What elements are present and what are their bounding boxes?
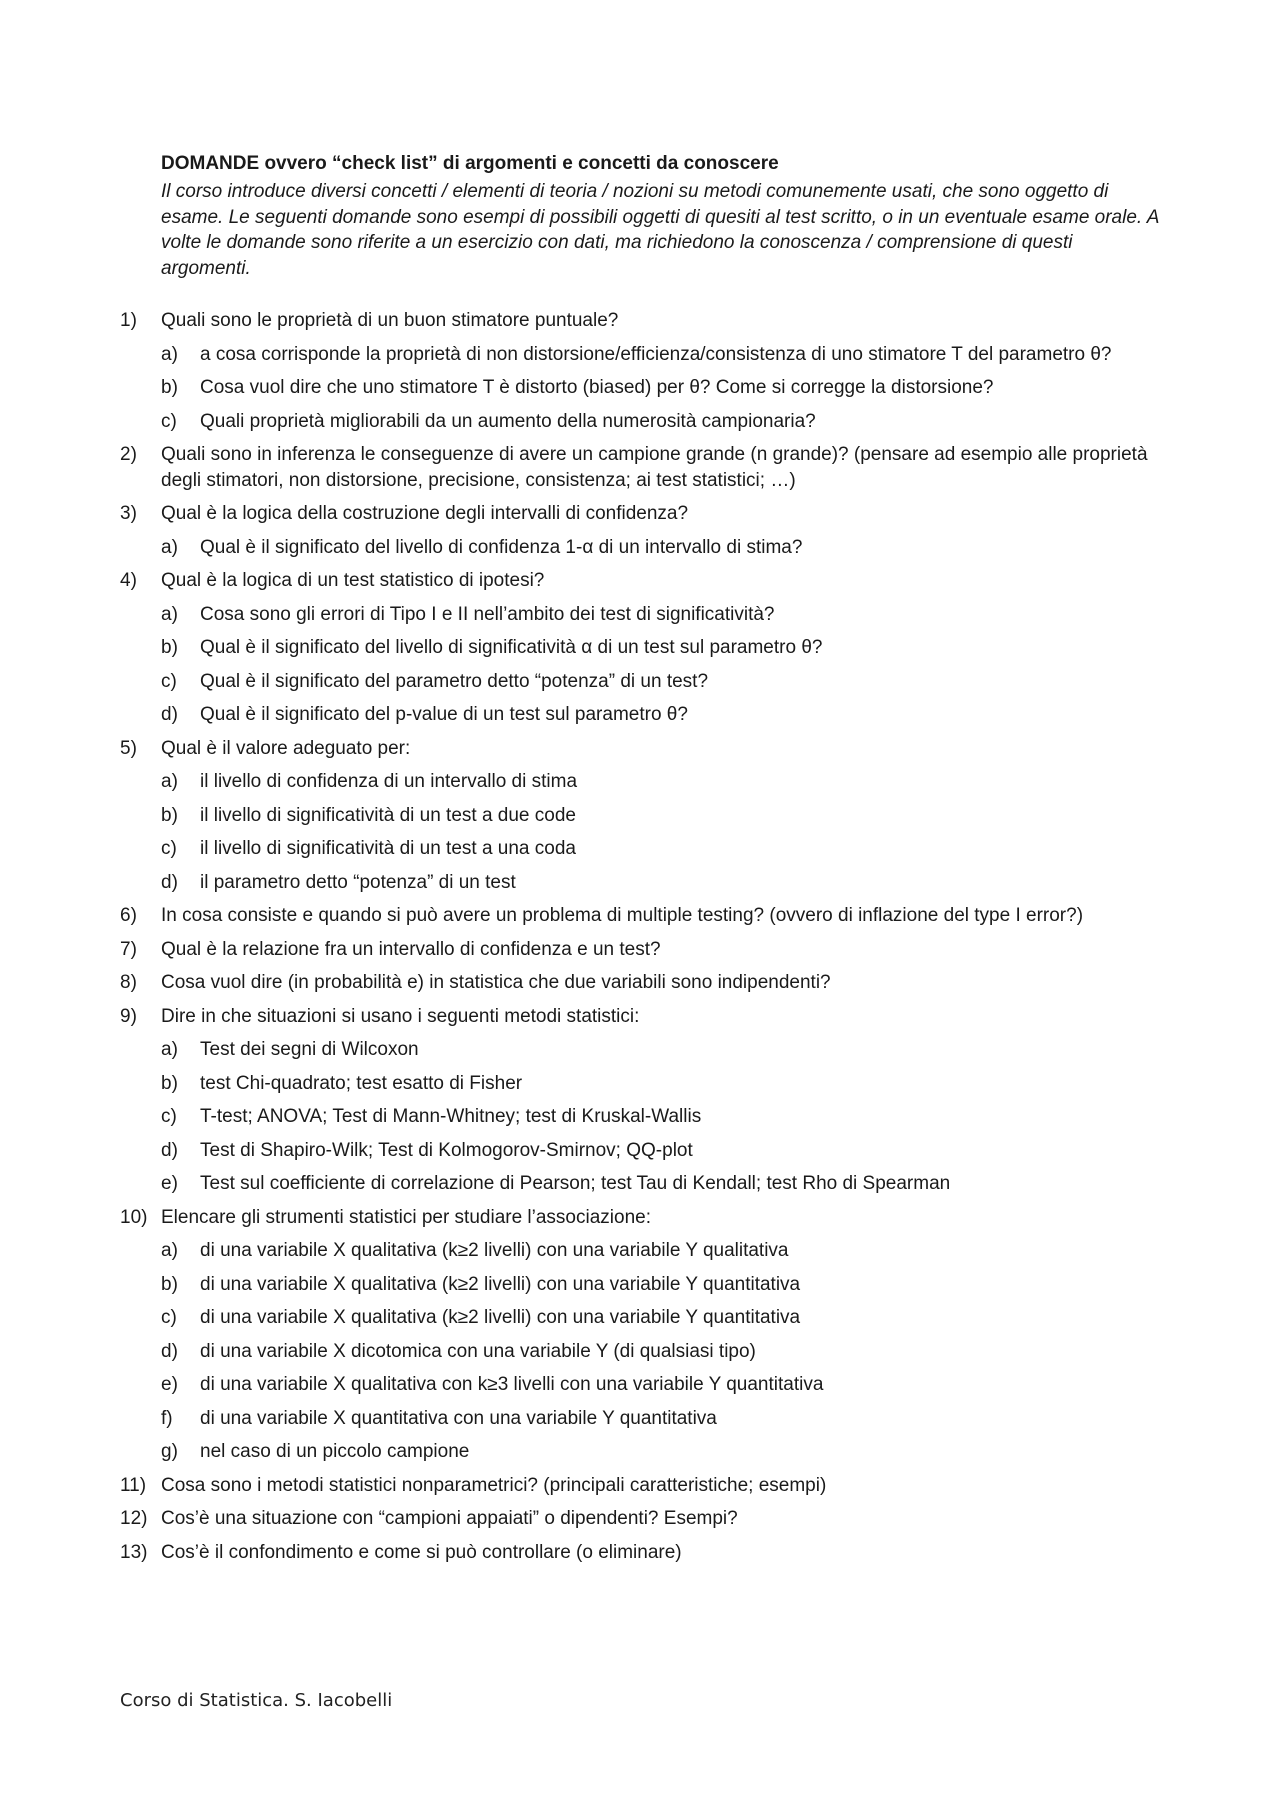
subquestion-letter: a) [161, 603, 178, 625]
subquestion-item [161, 1138, 1170, 1164]
question-text: In cosa consiste e quando si può avere un problema di multiple testing? (ovvero di inflazione del type I error?) [161, 905, 1084, 926]
subquestion-item [161, 635, 1170, 661]
question-item [120, 1540, 1170, 1566]
subquestion-item [161, 803, 1170, 829]
subquestion-item [161, 769, 1170, 795]
question-number: 12) [120, 1508, 148, 1529]
subquestion-letter: e) [161, 1173, 178, 1194]
question-item [120, 970, 1170, 996]
subquestion-text: a cosa corrisponde la proprietà di non distorsione/efficienza/consistenza di uno stimatore T del parametro θ? [200, 343, 1112, 365]
document-title: DOMANDE ovvero “check list” di argomenti e concetti da conoscere [161, 153, 779, 174]
question-number: 13) [120, 1541, 148, 1563]
subquestion-text: il livello di significatività di un test a una coda [200, 838, 576, 859]
question-list [120, 308, 1170, 1565]
question-number: 11) [120, 1474, 147, 1496]
subquestion-letter: c) [161, 410, 177, 432]
subquestion-item [161, 602, 1170, 628]
subquestion-text: il parametro detto “potenza” di un test [200, 871, 516, 893]
subquestion-text: Quali proprietà migliorabili da un aumento della numerosità campionaria? [200, 410, 816, 432]
question-number: 4) [120, 570, 137, 591]
subquestion-item [161, 375, 1170, 401]
subquestion-text: di una variabile X dicotomica con una variabile Y (di qualsiasi tipo) [200, 1340, 756, 1362]
subquestion-letter: d) [161, 1139, 178, 1161]
question-text: Quali sono in inferenza le conseguenze di avere un campione grande (n grande)? (pensare ad esempio alle proprietà degli stimatori, non distorsione, precisione, consistenza; ai test statistici; …) [161, 444, 1148, 491]
question-text: Qual è la logica di un test statistico di ipotesi? [161, 570, 545, 591]
question-number: 3) [120, 503, 137, 524]
subquestion-item [161, 535, 1170, 561]
subquestion-list [161, 535, 1170, 561]
question-text: Quali sono le proprietà di un buon stimatore puntuale? [161, 310, 619, 331]
question-number: 6) [120, 905, 137, 926]
subquestion-item [161, 1238, 1170, 1264]
subquestion-text: Test dei segni di Wilcoxon [200, 1039, 419, 1060]
question-item [120, 501, 1170, 560]
question-item [120, 1205, 1170, 1465]
subquestion-list [161, 1238, 1170, 1465]
question-text: Qual è il valore adeguato per: [161, 737, 411, 759]
subquestion-letter: d) [161, 1340, 178, 1362]
question-number: 1) [120, 310, 137, 331]
subquestion-letter: g) [161, 1441, 178, 1462]
subquestion-item [161, 1071, 1170, 1097]
question-item [120, 442, 1170, 493]
subquestion-letter: a) [161, 1240, 178, 1261]
subquestion-letter: b) [161, 637, 178, 658]
question-text: Dire in che situazioni si usano i seguenti metodi statistici: [161, 1005, 640, 1027]
subquestion-text: Qual è il significato del livello di confidenza 1-α di un intervallo di stima? [200, 536, 803, 558]
subquestion-text: test Chi-quadrato; test esatto di Fisher [200, 1072, 523, 1094]
subquestion-item [161, 669, 1170, 695]
subquestion-text: il livello di confidenza di un intervallo di stima [200, 771, 578, 792]
question-number: 7) [120, 938, 137, 960]
subquestion-letter: c) [161, 1307, 177, 1328]
subquestion-list [161, 769, 1170, 895]
document-intro: Il corso introduce diversi concetti / elementi di teoria / nozioni su metodi comunemente usati, che sono oggetto di esame. Le seguenti domande sono esempi di possibili oggetti di quesiti al test scritto, o in un eventuale esame orale. A volte le domande sono riferite a un esercizio con dati, ma richiedono la conoscenza / comprensione di questi argomenti. [161, 181, 1159, 279]
subquestion-text: Qual è il significato del livello di significatività α di un test sul parametro θ? [200, 637, 823, 658]
subquestion-item [161, 836, 1170, 862]
subquestion-list [161, 1037, 1170, 1197]
subquestion-text: di una variabile X quantitativa con una variabile Y quantitativa [200, 1407, 717, 1429]
subquestion-item [161, 1171, 1170, 1197]
subquestion-letter: e) [161, 1374, 178, 1395]
subquestion-text: nel caso di un piccolo campione [200, 1441, 470, 1462]
question-number: 9) [120, 1005, 137, 1027]
subquestion-letter: b) [161, 804, 178, 826]
subquestion-text: Test sul coefficiente di correlazione di Pearson; test Tau di Kendall; test Rho di Spearman [200, 1173, 951, 1194]
question-text: Elencare gli strumenti statistici per studiare l’associazione: [161, 1206, 651, 1228]
question-text: Qual è la logica della costruzione degli intervalli di confidenza? [161, 503, 689, 524]
subquestion-text: Cosa sono gli errori di Tipo I e II nell’ambito dei test di significatività? [200, 603, 775, 625]
subquestion-list [161, 342, 1170, 435]
subquestion-letter: a) [161, 1039, 178, 1060]
subquestion-letter: f) [161, 1407, 173, 1429]
subquestion-text: di una variabile X qualitativa (k≥2 livelli) con una variabile Y qualitativa [200, 1240, 789, 1261]
question-item [120, 568, 1170, 728]
subquestion-item [161, 1406, 1170, 1432]
subquestion-letter: a) [161, 343, 178, 365]
subquestion-item [161, 342, 1170, 368]
subquestion-letter: a) [161, 771, 178, 792]
subquestion-text: Test di Shapiro-Wilk; Test di Kolmogorov-Smirnov; QQ-plot [200, 1139, 693, 1161]
question-item [120, 1004, 1170, 1197]
subquestion-letter: c) [161, 670, 177, 692]
question-item [120, 308, 1170, 434]
subquestion-item [161, 1104, 1170, 1130]
subquestion-letter: b) [161, 1072, 178, 1094]
subquestion-text: il livello di significatività di un test a due code [200, 804, 576, 826]
document-content [120, 150, 1170, 1573]
subquestion-item [161, 1372, 1170, 1398]
subquestion-text: di una variabile X qualitativa (k≥2 livelli) con una variabile Y quantitativa [200, 1273, 801, 1295]
subquestion-item [161, 1272, 1170, 1298]
subquestion-letter: a) [161, 536, 178, 558]
question-text: Cosa vuol dire (in probabilità e) in statistica che due variabili sono indipendenti? [161, 972, 831, 993]
subquestion-item [161, 1305, 1170, 1331]
question-text: Qual è la relazione fra un intervallo di confidenza e un test? [161, 938, 661, 960]
question-number: 8) [120, 972, 137, 993]
subquestion-text: T-test; ANOVA; Test di Mann-Whitney; test di Kruskal-Wallis [200, 1106, 702, 1127]
subquestion-item [161, 870, 1170, 896]
subquestion-letter: d) [161, 871, 178, 893]
subquestion-item [161, 409, 1170, 435]
subquestion-item [161, 1339, 1170, 1365]
question-number: 2) [120, 444, 137, 465]
subquestion-list [161, 602, 1170, 728]
subquestion-text: Qual è il significato del p-value di un test sul parametro θ? [200, 704, 688, 725]
question-item [120, 903, 1170, 929]
subquestion-item [161, 1037, 1170, 1063]
question-text: Cosa sono i metodi statistici nonparametrici? (principali caratteristiche; esempi) [161, 1474, 827, 1496]
question-text: Cos’è il confondimento e come si può controllare (o eliminare) [161, 1541, 682, 1563]
subquestion-text: di una variabile X qualitativa con k≥3 livelli con una variabile Y quantitativa [200, 1374, 824, 1395]
question-item [120, 1506, 1170, 1532]
subquestion-text: Qual è il significato del parametro detto “potenza” di un test? [200, 670, 709, 692]
subquestion-letter: d) [161, 704, 178, 725]
question-text: Cos’è una situazione con “campioni appaiati” o dipendenti? Esempi? [161, 1508, 738, 1529]
subquestion-letter: c) [161, 838, 177, 859]
question-item [120, 736, 1170, 896]
question-number: 10) [120, 1206, 148, 1228]
subquestion-text: Cosa vuol dire che uno stimatore T è distorto (biased) per θ? Come si corregge la distorsione? [200, 377, 994, 398]
subquestion-text: di una variabile X qualitativa (k≥2 livelli) con una variabile Y quantitativa [200, 1307, 801, 1328]
subquestion-letter: b) [161, 1273, 178, 1295]
subquestion-letter: c) [161, 1106, 177, 1127]
question-number: 5) [120, 737, 137, 759]
subquestion-item [161, 1439, 1170, 1465]
page-footer: Corso di Statistica. S. Iacobelli [120, 1690, 393, 1711]
subquestion-item [161, 702, 1170, 728]
question-item [120, 937, 1170, 963]
question-item [120, 1473, 1170, 1499]
subquestion-letter: b) [161, 377, 178, 398]
